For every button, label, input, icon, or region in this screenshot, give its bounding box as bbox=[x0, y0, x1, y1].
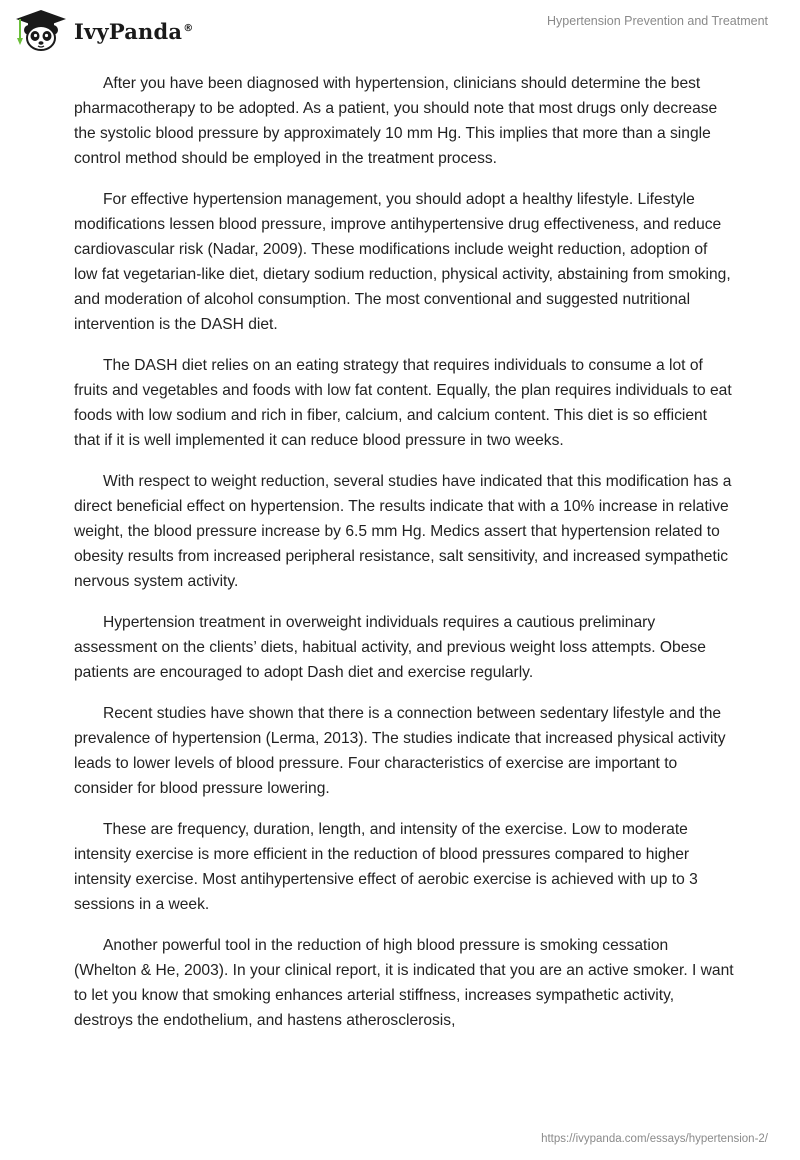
paragraph: With respect to weight reduction, several studies have indicated that this modification has a direct beneficial effect on hypertension. The results indicate that with a 10% increase in relative weight, the blood pressure increase by 6.5 mm Hg. Medics assert that hypertension related to obesity results from increased peripheral resistance, salt sensitivity, and increased sympathetic nervous system activity. bbox=[74, 473, 732, 590]
paragraph: The DASH diet relies on an eating strategy that requires individuals to consume a lot of fruits and vegetables and foods with low fat content. Equally, the plan requires individuals to eat foods with low sodium and rich in fiber, calcium, and calcium content. This diet is so efficient that if it is well implemented it can reduce blood pressure in two weeks. bbox=[74, 357, 732, 449]
paragraph: These are frequency, duration, length, and intensity of the exercise. Low to moderate intensity exercise is more efficient in the reduction of blood pressures compared to higher intensity exercise. Most antihypertensive effect of aerobic exercise is achieved with up to 3 sessions in a week. bbox=[74, 821, 698, 913]
paragraph: Another powerful tool in the reduction of high blood pressure is smoking cessation (Whelton & He, 2003). In your clinical report, it is indicated that you are an active smoker. I want to let you know that smoking enhances arterial stiffness, increases sympathetic activity, destroys the endothelium, and hastens atherosclerosis, bbox=[74, 937, 734, 1029]
paragraph: Hypertension treatment in overweight individuals requires a cautious preliminary assessment on the clients’ diets, habitual activity, and previous weight loss attempts. Obese patients are encouraged to adopt Dash diet and exercise regularly. bbox=[74, 614, 706, 681]
panda-graduation-cap-icon bbox=[14, 8, 68, 52]
paragraph: For effective hypertension management, you should adopt a healthy lifestyle. Lifestyle modifications lessen blood pressure, improve antihypertensive drug effectiveness, and reduce cardiovascular risk (Nadar, 2009). These modifications include weight reduction, adoption of low fat vegetarian-like diet, dietary sodium reduction, physical activity, abstaining from smoking, and moderation of alcohol consumption. The most conventional and suggested nutritional intervention is the DASH diet. bbox=[74, 191, 731, 333]
ivypanda-logo[interactable] bbox=[14, 8, 193, 52]
paragraph: Recent studies have shown that there is a connection between sedentary lifestyle and the prevalence of hypertension (Lerma, 2013). The studies indicate that increased physical activity leads to lower levels of blood pressure. Four characteristics of exercise are important to consider for blood pressure lowering. bbox=[74, 705, 726, 797]
source-url-link[interactable]: https://ivypanda.com/essays/hypertension-2/ bbox=[541, 1133, 768, 1145]
essay-body bbox=[74, 71, 734, 1049]
paragraph: After you have been diagnosed with hypertension, clinicians should determine the best pharmacotherapy to be adopted. As a patient, you should note that most drugs only decrease the systolic blood pressure by approximately 10 mm Hg. This implies that more than a single control method should be employed in the treatment process. bbox=[74, 75, 718, 167]
registered-mark: ® bbox=[183, 22, 194, 34]
brand-name: IvyPanda® bbox=[74, 18, 194, 44]
running-title: Hypertension Prevention and Treatment bbox=[547, 14, 768, 28]
page-header bbox=[0, 0, 800, 60]
